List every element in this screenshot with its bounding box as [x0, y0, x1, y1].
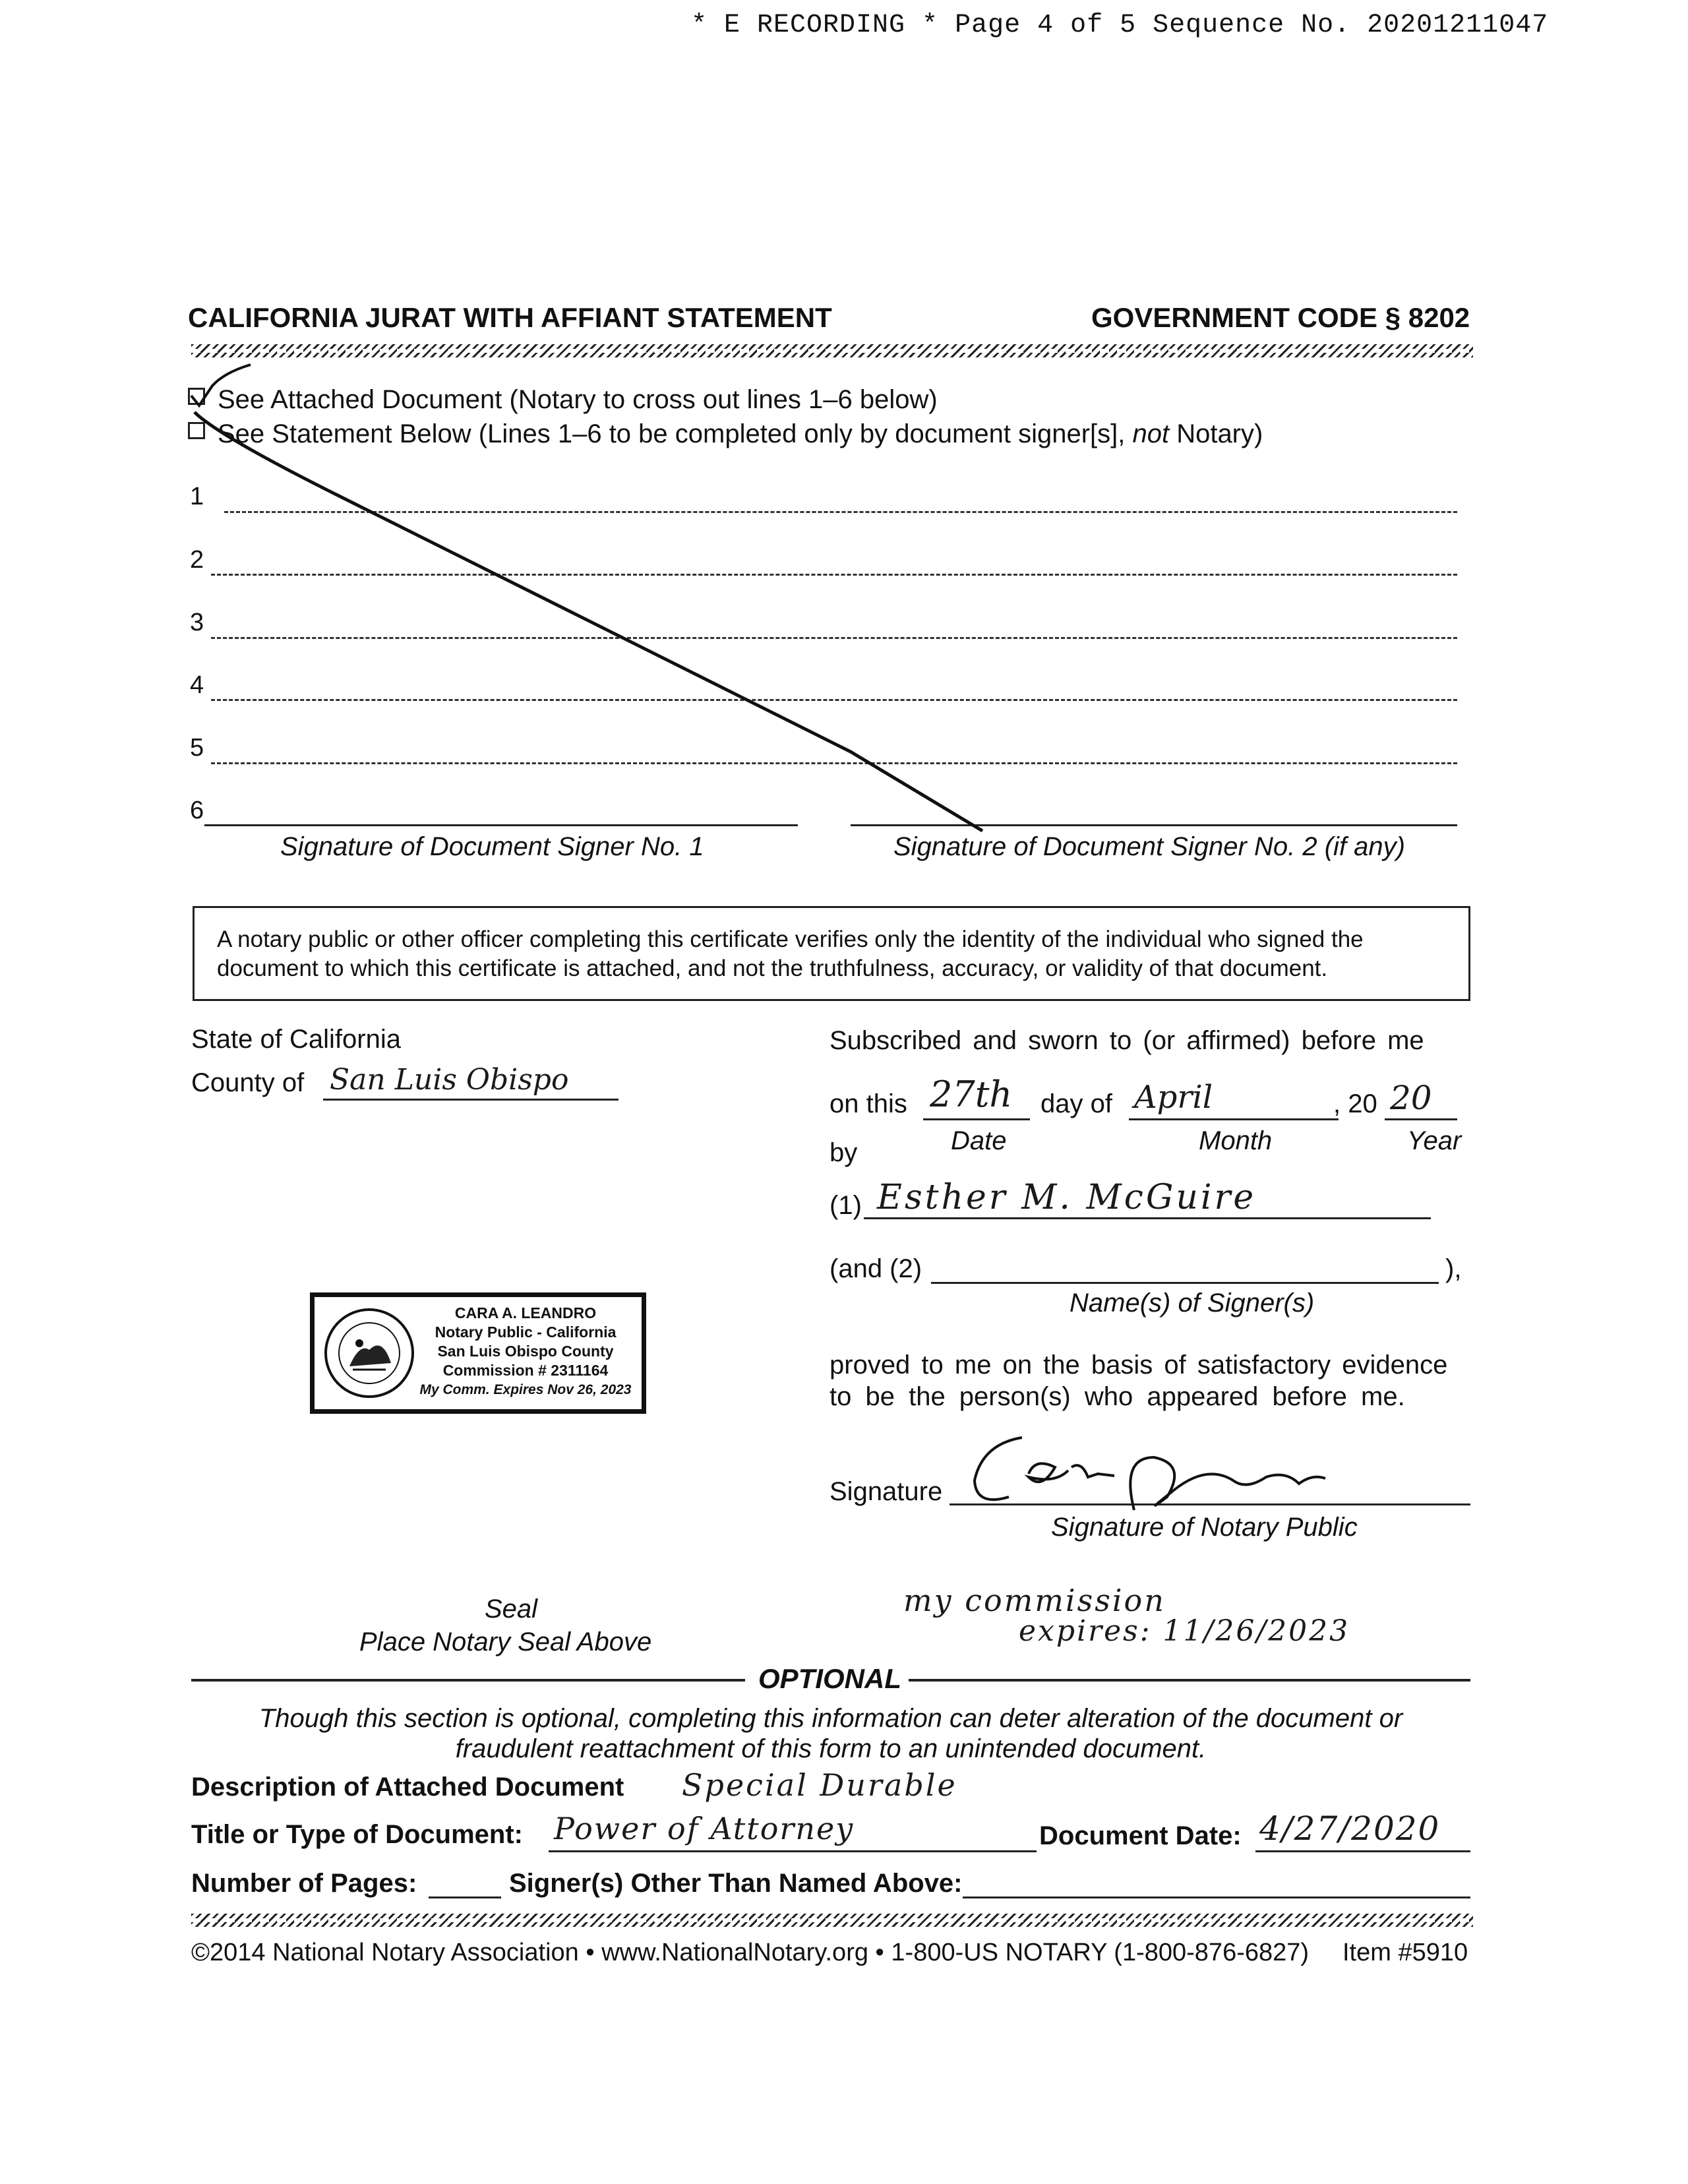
decorative-border-bottom	[191, 1914, 1473, 1927]
line-number: 1	[190, 483, 204, 510]
stamp-county: San Luis Obispo County	[437, 1343, 614, 1360]
by-label: by	[829, 1138, 858, 1167]
seal-caption: Seal	[485, 1594, 538, 1623]
line-number: 4	[190, 671, 204, 699]
names-of-signers-label: Name(s) of Signer(s)	[1070, 1289, 1315, 1318]
optional-heading: OPTIONAL	[758, 1663, 901, 1694]
other-signers-label: Signer(s) Other Than Named Above:	[509, 1869, 963, 1898]
description-label: Description of Attached Document	[191, 1773, 624, 1802]
stamp-notary-name: CARA A. LEANDRO	[454, 1304, 597, 1321]
signer2-signature-label: Signature of Document Signer No. 2 (if any)	[893, 832, 1405, 861]
year-value: 20	[1390, 1079, 1432, 1117]
year-prefix: , 20	[1333, 1089, 1377, 1118]
day-line[interactable]	[923, 1118, 1030, 1120]
signer1-signature-label: Signature of Document Signer No. 1	[280, 832, 704, 861]
state-seal-icon	[320, 1304, 419, 1403]
government-code: GOVERNMENT CODE § 8202	[1091, 302, 1470, 333]
optional-text-1: Though this section is optional, completing this information can deter alteration of the document or	[258, 1704, 1403, 1733]
month-line[interactable]	[1129, 1118, 1339, 1120]
stamp-title: Notary Public - California	[435, 1323, 617, 1341]
day-of-label: day of	[1040, 1089, 1112, 1118]
option-statement-not: not	[1132, 419, 1170, 448]
month-label: Month	[1199, 1126, 1273, 1155]
commission-note-2: expires: 11/26/2023	[1019, 1614, 1350, 1648]
option-statement-end: Notary)	[1169, 419, 1263, 448]
optional-rule-left	[191, 1679, 745, 1682]
signature-label: Signature	[829, 1477, 943, 1506]
signer1-name-line[interactable]	[864, 1217, 1431, 1219]
signer2-name-line[interactable]	[931, 1282, 1439, 1284]
form-title: CALIFORNIA JURAT WITH AFFIANT STATEMENT	[188, 302, 832, 333]
proved-text-1: proved to me on the basis of satisfactory evidence	[829, 1350, 1448, 1380]
line-number: 2	[190, 546, 204, 574]
date-label: Date	[951, 1126, 1007, 1155]
document-date-value: 4/27/2020	[1259, 1809, 1441, 1848]
pages-label: Number of Pages:	[191, 1869, 417, 1898]
option-statement-text: See Statement Below (Lines 1–6 to be completed only by document signer[s],	[218, 419, 1133, 448]
county-value: San Luis Obispo	[330, 1063, 569, 1097]
signer1-name-value: Esther M. McGuire	[877, 1178, 1257, 1217]
title-type-value: Power of Attorney	[554, 1811, 855, 1846]
other-signers-line[interactable]	[963, 1896, 1470, 1898]
stamp-text	[413, 1304, 638, 1399]
year-line[interactable]	[1385, 1118, 1457, 1120]
county-label: County of	[191, 1068, 305, 1097]
document-date-label: Document Date:	[1039, 1821, 1242, 1850]
optional-rule-right	[909, 1679, 1470, 1682]
commission-note-1: my commission	[903, 1583, 1166, 1618]
signer1-prefix: (1)	[829, 1191, 862, 1220]
notice-box: A notary public or other officer completing this certificate verifies only the identity of the individual who signed the document to which this certificate is attached, and not the truthfulness, accuracy, or validity of that document.	[193, 906, 1470, 1001]
month-value: April	[1134, 1079, 1213, 1116]
notary-signature-icon	[956, 1418, 1339, 1523]
county-line[interactable]	[323, 1099, 618, 1101]
recording-header: * E RECORDING * Page 4 of 5 Sequence No. 20201211047	[691, 11, 1549, 40]
footer-item: Item #5910	[1342, 1939, 1468, 1966]
stamp-commission: Commission # 2311164	[442, 1362, 609, 1379]
title-type-label: Title or Type of Document:	[191, 1820, 523, 1849]
line-number: 3	[190, 609, 204, 636]
signer2-suffix: ),	[1445, 1254, 1462, 1283]
description-value: Special Durable	[682, 1767, 957, 1803]
day-value: 27th	[930, 1074, 1013, 1115]
option-attached-label: See Attached Document (Notary to cross out lines 1–6 below)	[218, 385, 938, 414]
footer-copyright: ©2014 National Notary Association • www.NationalNotary.org • 1-800-US NOTARY (1-800-876-6827)	[191, 1939, 1310, 1966]
document-date-line[interactable]	[1255, 1850, 1470, 1852]
on-this-label: on this	[829, 1089, 907, 1118]
cross-out-stroke	[191, 409, 1075, 857]
notary-signature-label: Signature of Notary Public	[1051, 1513, 1358, 1542]
line-number: 5	[190, 734, 204, 762]
line-number: 6	[190, 797, 204, 824]
year-label: Year	[1407, 1126, 1462, 1155]
seal-instruction: Place Notary Seal Above	[359, 1627, 652, 1656]
pages-line[interactable]	[429, 1896, 501, 1898]
title-type-line[interactable]	[549, 1850, 1037, 1852]
stamp-expires: My Comm. Expires Nov 26, 2023	[419, 1382, 632, 1397]
subscribed-text: Subscribed and sworn to (or affirmed) before me	[829, 1026, 1424, 1055]
state-label: State of California	[191, 1025, 401, 1054]
optional-text-2: fraudulent reattachment of this form to an unintended document.	[455, 1734, 1207, 1763]
proved-text-2: to be the person(s) who appeared before me.	[829, 1382, 1405, 1411]
decorative-border-top	[191, 344, 1473, 357]
signer2-prefix: (and (2)	[829, 1254, 922, 1283]
notary-stamp	[310, 1292, 646, 1414]
